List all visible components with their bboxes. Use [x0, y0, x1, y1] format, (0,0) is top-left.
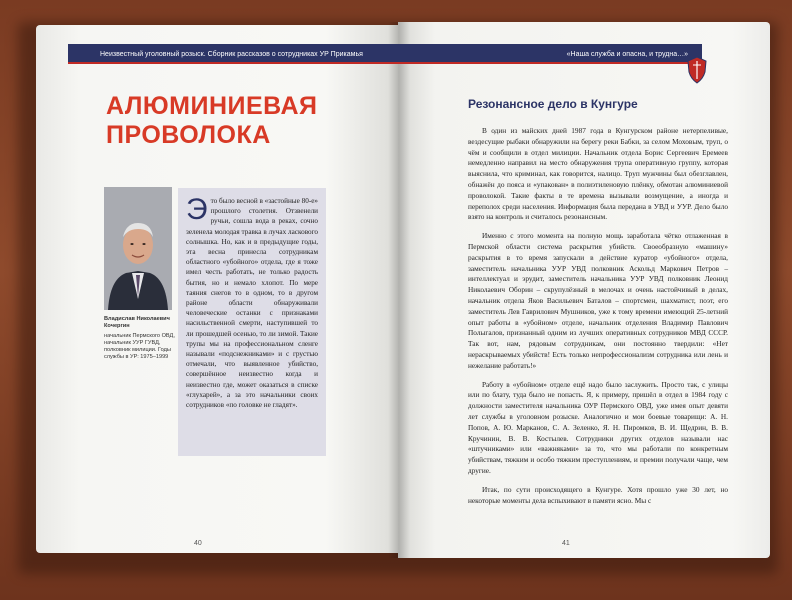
intro-text: то было весной в «застойные 80-е» прошлого столетия. Отзвенели ручьи, сошла вода в реках, сочно зеленела молодая травка в лучах ласкового солнышка. Но, как и в предыдущие годы, эта весна принесла сотрудникам областного «убойного» отдела, где я тоже имел честь работать, не только радость бытия, но и немало хлопот. По мере таяния снегов то в одном, то в другом районе области обнаруживали человеческие останки с признаками насильственной смерти, наступившей то ли прошедшей осенью, то ли зимой. Такие трупы мы на профессиональном сленге называли «подснежниками» и с грустью отмечали, что выявленное убийство, совершённое неизвестно когда и неизвестно где, может оказаться в списке «глухарей», а за это начальники своих сотрудников «по головке не гладят».	[186, 197, 318, 410]
photo-caption-name: Владислав Николаевич Кочергин	[104, 316, 170, 329]
paragraph: В один из майских дней 1987 года в Кунгурском районе нетерпеливые, вездесущие рыбаки обнаружили на берегу реки Бабки, за селом Моховым, труп, о чём и сообщили в отдел милиции. Начальник отдела Борис Сергеевич Еремеев немедленно направил на место обнаружения трупа оперативную группу, которая выяснила, что криминал, как говорится, налицо. Труп мужчины был обезглавлен, обнажён до пояса и «упакован» в полиэтиленовую плёнку, обмотан алюминиевой проволокой. Такие факты в те времена вызывали возмущение, а иногда и переполох среди населения. Информация была передана в УВД и УУР. Дело было взято на контроль и считалось резонансным.	[468, 126, 728, 222]
author-portrait	[104, 187, 172, 310]
paragraph: Именно с этого момента на полную мощь заработала чётко отлаженная в Пермской области система раскрытия убийств. Своеобразную «машину» раскрытия в то время запускали в действие куратор «убойного» отдела, заместитель начальника УУР УВД полковник Аскольд Маркович Петров – интеллектуал и эрудит, заместитель начальника УУР УВД полковник Леонид Николаевич Оборин – скрупулёзный в мелочах и очень настойчивый в делах, начальник отдела Яков Васильевич Баталов – спортсмен, шахматист, поэт, его заместитель Лев Гаврилович Мушников, уже к тому времени имеющий 25-летний опыт работы в «убойном» отделе, начальник отделения Владимир Павлович Полыгалов, признанный одним из лучших оперативных сотрудников МВД СССР. Так вот, нам, рядовым сотрудникам, они постоянно твердили: «Нет нераскрываемых убийств! Есть только непрофессионализм сотрудника или лень и нежелание работать!»	[468, 231, 728, 370]
chapter-title-line1: АЛЮМИНИЕВАЯ	[106, 92, 318, 120]
paragraph: Итак, по сути происходящего в Кунгуре. Хотя прошло уже 30 лет, но некоторые моменты дела вспыхивают в памяти ясно. Мы с	[468, 484, 728, 505]
book-spine	[388, 22, 410, 558]
section-title: Резонансное дело в Кунгуре	[468, 97, 638, 111]
left-header-rule	[68, 62, 398, 64]
photo-caption-details: начальник Пермского ОВД, начальник УУР ГУВД, полковник милиции. Годы службы в УР: 1975–1999	[104, 333, 175, 360]
intro-text-box	[178, 188, 326, 456]
drop-cap: Э	[186, 193, 208, 226]
left-running-header: Неизвестный уголовный розыск. Сборник рассказов о сотрудниках УР Прикамья	[68, 44, 430, 64]
chapter-title-line2: ПРОВОЛОКА	[106, 121, 271, 149]
right-running-header: «Наша служба и опасна, и трудна…»	[398, 44, 702, 64]
photo-caption	[104, 316, 176, 361]
police-shield-emblem-icon	[686, 56, 708, 84]
right-header-rule	[398, 62, 702, 64]
right-page-number: 41	[562, 540, 570, 547]
left-page-number: 40	[194, 540, 202, 547]
chapter-title	[106, 92, 386, 150]
portrait-illustration	[104, 187, 172, 310]
right-body-text	[468, 126, 728, 514]
paragraph: Работу в «убойном» отделе ещё надо было заслужить. Просто так, с улицы или по блату, туда было не попасть. Я, к примеру, пришёл в отдел в 1984 году с должности заместителя начальника ОУР Пермского ОВД, уже имея опыт девяти лет службы в уголовном розыске. Аналогично и мои боевые товарищи: А. Н. Попов, А. Ю. Марканов, С. А. Зеленко, Я. Н. Пиромков, В. И. Щедрин, В. В. Кручинин, В. В. Костылев. Сотрудники других отделов называли нас «штучниками» или «важняками» за то, что мы работали по конкретным убийствам, тяжким и особо тяжким преступлениям, и премии получали чаще, чем другие.	[468, 379, 728, 475]
